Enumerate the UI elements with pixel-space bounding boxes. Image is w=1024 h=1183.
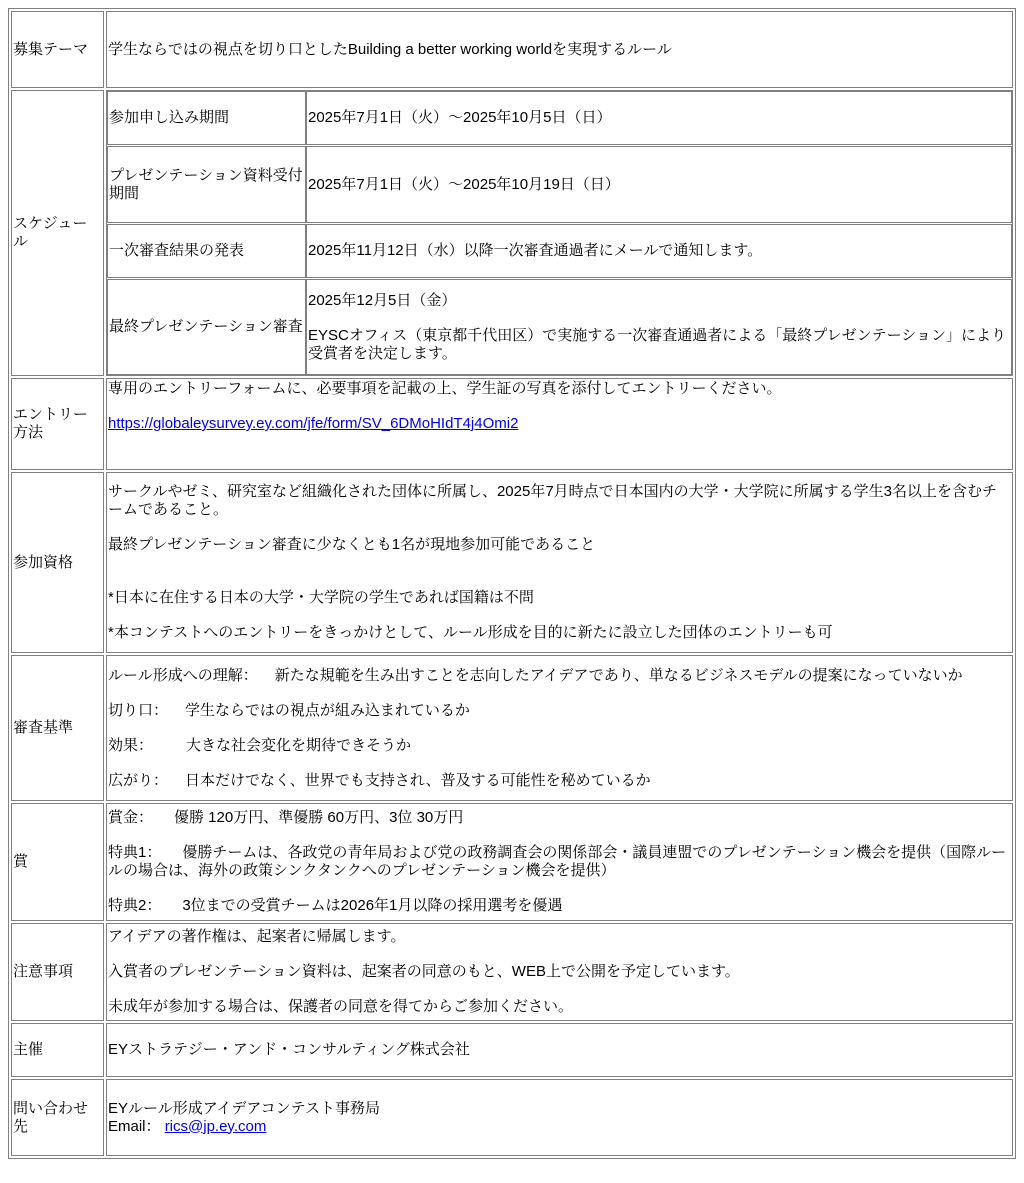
contact-office: EYルール形成アイデアコンテスト事務局 <box>108 1099 381 1117</box>
theme-value: 学生ならではの視点を切り口としたBuilding a better working worldを実現するルール <box>106 11 1013 88</box>
contact-email-line <box>108 1118 1011 1136</box>
note-item: 未成年が参加する場合は、保護者の同意を得てからご参加ください。 <box>108 998 574 1015</box>
criteria-label: 審査基準 <box>11 655 104 801</box>
schedule-row-value <box>306 279 1012 375</box>
prize-money-amounts: 優勝 120万円、準優勝 60万円、3位 30万円 <box>174 809 464 826</box>
criteria-item-name: 効果： <box>108 736 154 754</box>
contact-email-label: Email： <box>108 1117 161 1135</box>
entry-text: 専用のエントリーフォームに、必要事項を記載の上、学生証の写真を添付してエントリーください。 <box>108 380 782 397</box>
prize-money-name: 賞金： <box>108 809 154 826</box>
note-item: アイデアの著作権は、起案者に帰属します。 <box>108 928 406 945</box>
contact-value <box>106 1079 1013 1156</box>
schedule-row-label: プレゼンテーション資料受付期間 <box>107 146 306 223</box>
schedule-row-value: 2025年11月12日（水）以降一次審査通過者にメールで通知します。 <box>306 224 1012 278</box>
organizer-value: EYストラテジー・アンド・コンサルティング株式会社 <box>106 1023 1013 1077</box>
schedule-row-value: 2025年7月1日（火）～2025年10月5日（日） <box>306 91 1012 145</box>
criteria-item-desc: 大きな社会変化を期待できそうか <box>186 736 412 754</box>
eligibility-note-nationality: *日本に在住する日本の大学・大学院の学生であれば国籍は不問 <box>108 589 534 606</box>
prize-perk-2-desc: 3位までの受賞チームは2026年1月以降の採用選考を優遇 <box>182 897 563 914</box>
row-organizer <box>11 1023 1013 1077</box>
criteria-item-desc: 新たな規範を生み出すことを志向したアイデアであり、単なるビジネスモデルの提案になっていないか <box>274 666 963 684</box>
final-description: EYSCオフィス（東京都千代田区）で実施する一次審査通過者による「最終プレゼンテーション」により受賞者を決定します。 <box>308 326 1007 362</box>
criteria-value <box>106 655 1013 801</box>
entry-value <box>106 378 1013 470</box>
schedule-row <box>107 224 1012 278</box>
eligibility-label: 参加資格 <box>11 472 104 653</box>
row-theme <box>11 11 1013 88</box>
prize-value <box>106 803 1013 921</box>
row-schedule <box>11 90 1013 376</box>
final-date: 2025年12月5日（金） <box>308 291 457 309</box>
row-notes <box>11 923 1013 1021</box>
row-prize <box>11 803 1013 921</box>
criteria-item <box>108 772 1011 790</box>
contest-info-table <box>8 8 1016 1159</box>
schedule-row <box>107 146 1012 223</box>
eligibility-attendance: 最終プレゼンテーション審査に少なくとも1名が現地参加可能であること <box>108 536 596 553</box>
row-contact <box>11 1079 1013 1156</box>
criteria-item-name: 切り口： <box>108 701 169 719</box>
prize-perk-1-name: 特典1： <box>108 844 162 861</box>
eligibility-value <box>106 472 1013 653</box>
organizer-label: 主催 <box>11 1023 104 1077</box>
notes-label: 注意事項 <box>11 923 104 1021</box>
prize-label: 賞 <box>11 803 104 921</box>
schedule-cell <box>106 90 1013 376</box>
prize-perk-1 <box>108 844 1011 880</box>
theme-label: 募集テーマ <box>11 11 104 88</box>
row-eligibility <box>11 472 1013 653</box>
criteria-item <box>108 702 1011 720</box>
schedule-row <box>107 91 1012 145</box>
contact-email-link[interactable]: rics@jp.ey.com <box>164 1117 267 1135</box>
schedule-row <box>107 279 1012 375</box>
eligibility-note-new-group: *本コンテストへのエントリーをきっかけとして、ルール形成を目的に新たに設立した団体のエントリーも可 <box>108 624 833 641</box>
prize-money <box>108 809 1011 827</box>
entry-form-link[interactable]: https://globaleysurvey.ey.com/jfe/form/SV_6DMoHIdT4j4Omi2 <box>108 415 519 432</box>
row-entry <box>11 378 1013 470</box>
criteria-item-name: ルール形成への理解： <box>108 666 258 684</box>
schedule-table <box>107 91 1012 375</box>
schedule-row-label: 一次審査結果の発表 <box>107 224 306 278</box>
schedule-row-label: 参加申し込み期間 <box>107 91 306 145</box>
prize-perk-1-desc: 優勝チームは、各政党の青年局および党の政務調査会の関係部会・議員連盟でのプレゼンテーション機会を提供（国際ルールの場合は、海外の政策シンクタンクへのプレゼンテーション機会を提供） <box>108 844 1007 879</box>
prize-perk-2 <box>108 897 1011 915</box>
prize-perk-2-name: 特典2： <box>108 897 162 914</box>
row-criteria <box>11 655 1013 801</box>
contact-label: 問い合わせ先 <box>11 1079 104 1156</box>
schedule-row-value: 2025年7月1日（火）～2025年10月19日（日） <box>306 146 1012 223</box>
criteria-item <box>108 737 1011 755</box>
criteria-item-name: 広がり： <box>108 771 169 789</box>
note-item: 入賞者のプレゼンテーション資料は、起案者の同意のもと、WEB上で公開を予定しています。 <box>108 963 740 980</box>
entry-label: エントリー方法 <box>11 378 104 470</box>
criteria-item <box>108 667 1011 685</box>
criteria-item-desc: 日本だけでなく、世界でも支持され、普及する可能性を秘めているか <box>185 771 651 789</box>
criteria-item-desc: 学生ならではの視点が組み込まれているか <box>185 701 470 719</box>
eligibility-team: サークルやゼミ、研究室など組織化された団体に所属し、2025年7月時点で日本国内の大学・大学院に所属する学生3名以上を含むチームであること。 <box>108 483 998 518</box>
notes-value <box>106 923 1013 1021</box>
schedule-label: スケジュール <box>11 90 104 376</box>
schedule-row-label: 最終プレゼンテーション審査 <box>107 279 306 375</box>
